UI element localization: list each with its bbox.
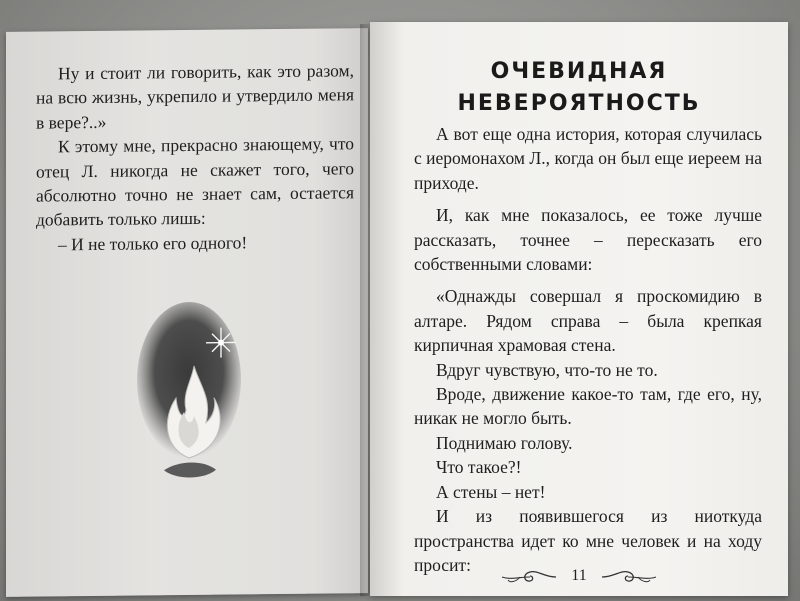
right-paragraph-3: «Однажды совершал я проскомидию в алтаре. Рядом справа – была крепкая кирпичная храмовая стена. bbox=[414, 286, 762, 356]
right-paragraph-8: А стены – нет! bbox=[436, 481, 546, 502]
left-page bbox=[6, 28, 368, 597]
page-number: 11 bbox=[571, 567, 587, 584]
right-page bbox=[370, 22, 788, 596]
scroll-ornament-right-icon bbox=[600, 566, 658, 588]
right-paragraph-2: И, как мне показалось, ее тоже лучше рассказать, точнее – пересказать его собственными словами: bbox=[414, 205, 762, 275]
right-page-text bbox=[414, 122, 762, 577]
right-paragraph-6: Поднимаю голову. bbox=[436, 432, 573, 453]
chapter-title-line-1: ОЧЕВИДНАЯ bbox=[490, 59, 668, 84]
right-paragraph-1: А вот еще одна история, которая случилась с иеромонахом Л., когда он был еще иереем на приходе. bbox=[414, 124, 762, 193]
chapter-title-line-2: НЕВЕРОЯТНОСТЬ bbox=[457, 91, 701, 116]
chapter-title bbox=[370, 56, 788, 120]
left-paragraph-1: Ну и стоит ли говорить, как это разом, на всю жизнь, укрепило и утвердило меня в вере?..» bbox=[36, 60, 354, 133]
left-paragraph-3: – И не только его одного! bbox=[58, 232, 248, 255]
scroll-ornament-left-icon bbox=[500, 566, 558, 588]
right-paragraph-5: Вроде, движение какое-то там, где его, ну, никак не могло быть. bbox=[414, 384, 762, 429]
right-paragraph-4: Вдруг чувствую, что-то не то. bbox=[436, 359, 658, 380]
right-paragraph-7: Что такое?! bbox=[436, 457, 522, 478]
left-paragraph-2: К этому мне, прекрасно знающему, что отец Л. никогда не скажет того, чего абсолютно точно не знает сам, остается добавить только лишь: bbox=[36, 133, 354, 231]
left-page-text bbox=[36, 58, 354, 257]
flame-illustration-icon bbox=[134, 297, 244, 498]
page-footer bbox=[370, 566, 788, 590]
right-paragraph-9: И из появившегося из ниоткуда пространства идет ко мне человек и на ходу просит: bbox=[414, 506, 762, 575]
